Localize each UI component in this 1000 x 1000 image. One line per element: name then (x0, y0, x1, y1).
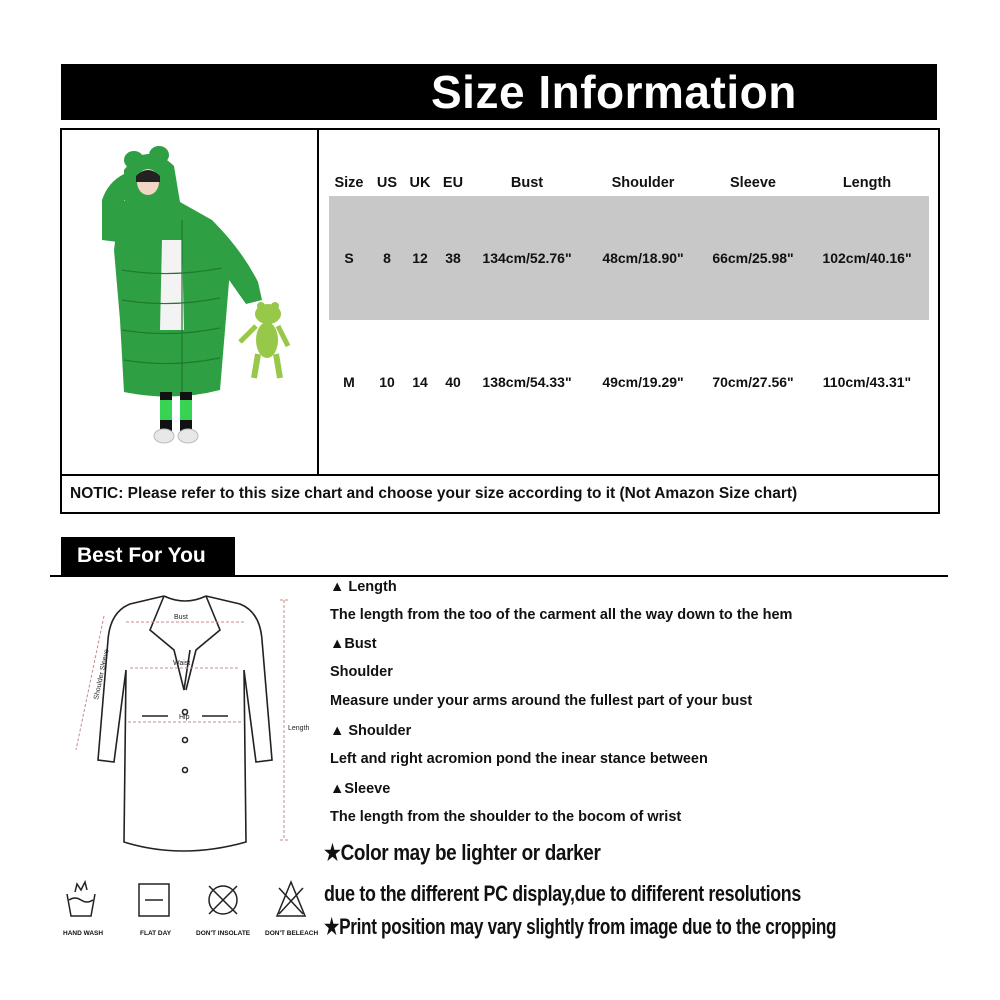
dont-insolate-icon (209, 886, 237, 914)
diagram-label-bust: Bust (174, 614, 189, 621)
desc-sleeve-text: The length from the shoulder to the bocom of wrist (330, 809, 682, 825)
table-cell: 14 (412, 374, 428, 390)
desc-shoulder-text: Left and right acromion pond the inear stance between (330, 751, 708, 767)
note-display: due to the different PC display,due to dififerent resolutions (324, 881, 801, 906)
header-cell: Size (334, 175, 364, 191)
table-row (329, 320, 929, 444)
diagram-label-hip: Hip (179, 714, 190, 721)
table-cell: M (343, 374, 355, 390)
header-cell: EU (442, 175, 464, 191)
table-cell: 70cm/27.56" (712, 374, 794, 390)
note-color: ★Color may be lighter or darker (324, 840, 601, 865)
title-bar (61, 64, 937, 120)
table-cell: 10 (379, 374, 395, 390)
best-for-you-tab: Best For You (61, 537, 235, 575)
desc-length-text: The length from the too of the carment all the way down to the hem (330, 607, 793, 623)
desc-bust-text: Measure under your arms around the fullest part of your bust (330, 693, 753, 709)
table-cell: 134cm/52.76" (482, 250, 572, 266)
table-cell: 48cm/18.90" (602, 250, 684, 266)
desc-bust-heading: ▲Bust (330, 636, 377, 652)
diagram-label-shoulder-sleeve: Shoulder Sleeve (93, 648, 111, 701)
care-icons (55, 878, 325, 940)
flat-dry-icon (139, 884, 169, 916)
header-cell: Sleeve (730, 175, 776, 191)
diagram-label-waist: Waist (173, 660, 191, 667)
table-cell: 38 (445, 250, 461, 266)
table-cell: 102cm/40.16" (822, 250, 912, 266)
table-cell: S (344, 250, 354, 266)
dont-bleach-icon (277, 882, 305, 916)
header-cell: Bust (510, 175, 544, 191)
desc-length-heading: ▲ Length (330, 579, 397, 595)
care-label-flat-dry: FLAT DAY (140, 930, 172, 937)
care-label-hand-wash: HAND WASH (63, 930, 104, 937)
note-print-position: ★Print position may vary slightly from image due to the cropping (324, 914, 837, 939)
desc-sleeve-heading: ▲Sleeve (330, 781, 391, 797)
page-title: Size Information (431, 66, 797, 118)
table-header (329, 170, 929, 196)
divider (50, 575, 948, 577)
care-label-dont-insolate: DON'T INSOLATE (196, 930, 251, 937)
header-cell: US (376, 175, 398, 191)
table-cell: 8 (383, 250, 391, 266)
table-cell: 40 (445, 374, 461, 390)
table-row (329, 196, 929, 320)
header-cell: Length (842, 175, 892, 191)
table-cell: 12 (412, 250, 428, 266)
desc-shoulder-label: Shoulder (330, 664, 393, 680)
header-cell: UK (409, 175, 431, 191)
hand-wash-icon (67, 882, 95, 916)
diagram-label-length: Length (288, 725, 310, 732)
size-notice: NOTIC: Please refer to this size chart and choose your size according to it (Not Amazon Size chart) (62, 474, 938, 512)
table-cell: 138cm/54.33" (482, 374, 572, 390)
header-cell: Shoulder (611, 175, 675, 191)
table-cell: 110cm/43.31" (822, 374, 912, 390)
product-photo (62, 130, 319, 474)
care-label-dont-bleach: DON'T BELEACH (265, 930, 319, 937)
desc-shoulder-heading: ▲ Shoulder (330, 723, 412, 739)
coat-measurement-diagram (64, 590, 326, 872)
table-cell: 66cm/25.98" (712, 250, 794, 266)
size-chart-box (60, 128, 940, 514)
table-cell: 49cm/19.29" (602, 374, 684, 390)
